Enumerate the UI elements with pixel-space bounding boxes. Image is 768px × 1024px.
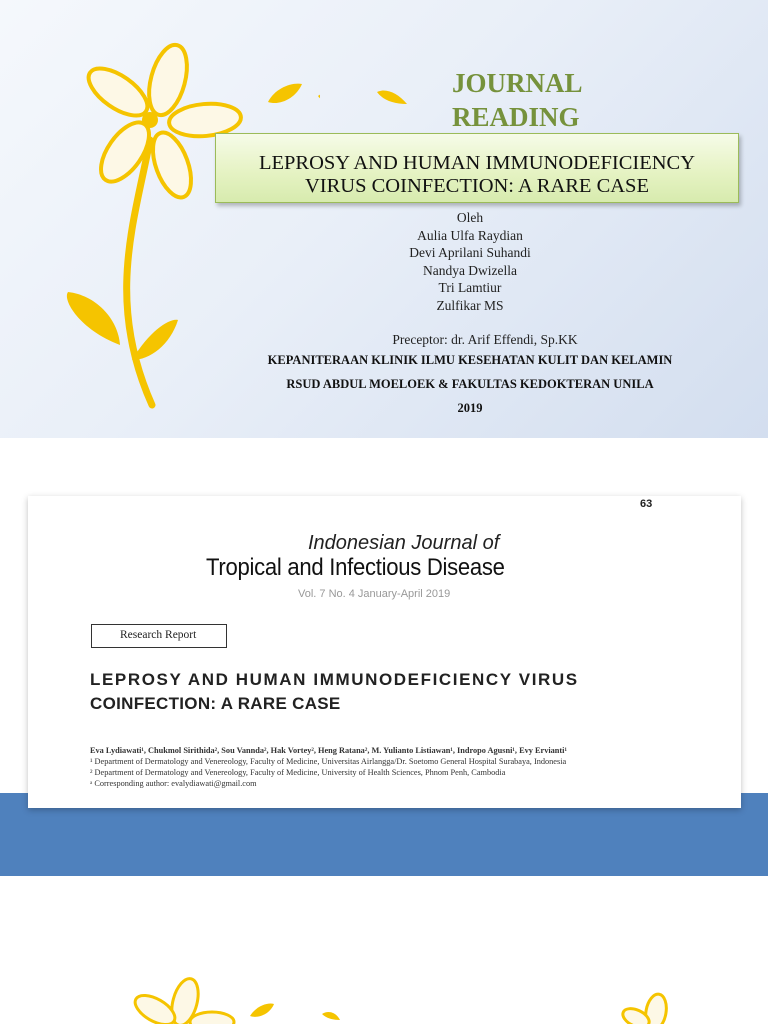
slide-title-line: LEPROSY AND HUMAN IMMUNODEFICIENCY	[258, 152, 696, 174]
affiliation: ¹ Department of Dermatology and Venereology, Faculty of Medicine, Universitas Airlangga/Dr. Soetomo General Hospital Surabaya, Indonesia	[90, 757, 567, 766]
affiliation: ² Department of Dermatology and Venereology, Faculty of Medicine, University of Health Sciences, Phnom Penh, Cambodia	[90, 768, 506, 777]
institution-line: KEPANITERAAN KLINIK ILMU KESEHATAN KULIT DAN KELAMIN	[267, 353, 673, 367]
section-label: Research Report	[91, 624, 227, 648]
author-name: Aulia Ulfa Raydian	[417, 227, 523, 243]
page-number: 63	[640, 498, 653, 510]
author-name: Zulfikar MS	[436, 297, 504, 313]
preceptor: Preceptor: dr. Arif Effendi, Sp.KK	[392, 332, 578, 347]
next-slide-partial	[0, 876, 768, 1024]
paper-screenshot	[28, 496, 741, 808]
author-name: Nandya Dwizella	[422, 262, 518, 278]
flower-decoration	[0, 876, 768, 1024]
paper-title-line: LEPROSY AND HUMAN IMMUNODEFICIENCY VIRUS	[90, 670, 579, 689]
author-name: Tri Lamtiur	[438, 280, 502, 296]
heading-line: READING	[452, 102, 580, 132]
journal-name-line2: Tropical and Infectious Disease	[206, 554, 505, 581]
institution-line: RSUD ABDUL MOELOEK & FAKULTAS KEDOKTERAN UNILA	[286, 377, 654, 391]
by-label: Oleh	[456, 210, 484, 225]
journal-name-line1: Indonesian Journal of	[308, 532, 500, 554]
floating-petal	[375, 86, 409, 108]
heading-line: JOURNAL	[452, 68, 583, 98]
title-slide	[0, 0, 768, 438]
paper-authors: Eva Lydiawati¹, Chukmol Sirithida², Sou Vannda², Hak Vortey², Heng Ratana², M. Yulianto Listiawan¹, Indropo Agusni¹, Evy Ervianti¹	[90, 746, 567, 755]
journal-volume: Vol. 7 No. 4 January-April 2019	[298, 588, 451, 600]
flower-decoration	[0, 0, 320, 438]
paper-slide	[0, 438, 768, 876]
corresponding-author: ᵃ Corresponding author: evalydiawati@gmail.com	[90, 779, 257, 788]
paper-title-line: COINFECTION: A RARE CASE	[90, 694, 341, 713]
year: 2019	[457, 401, 483, 415]
author-list	[370, 209, 570, 315]
author-name: Devi Aprilani Suhandi	[409, 245, 531, 261]
slide-title-box	[215, 133, 739, 203]
journal-reading-heading	[452, 66, 602, 134]
slide-title-line: VIRUS COINFECTION: A RARE CASE	[305, 175, 649, 197]
